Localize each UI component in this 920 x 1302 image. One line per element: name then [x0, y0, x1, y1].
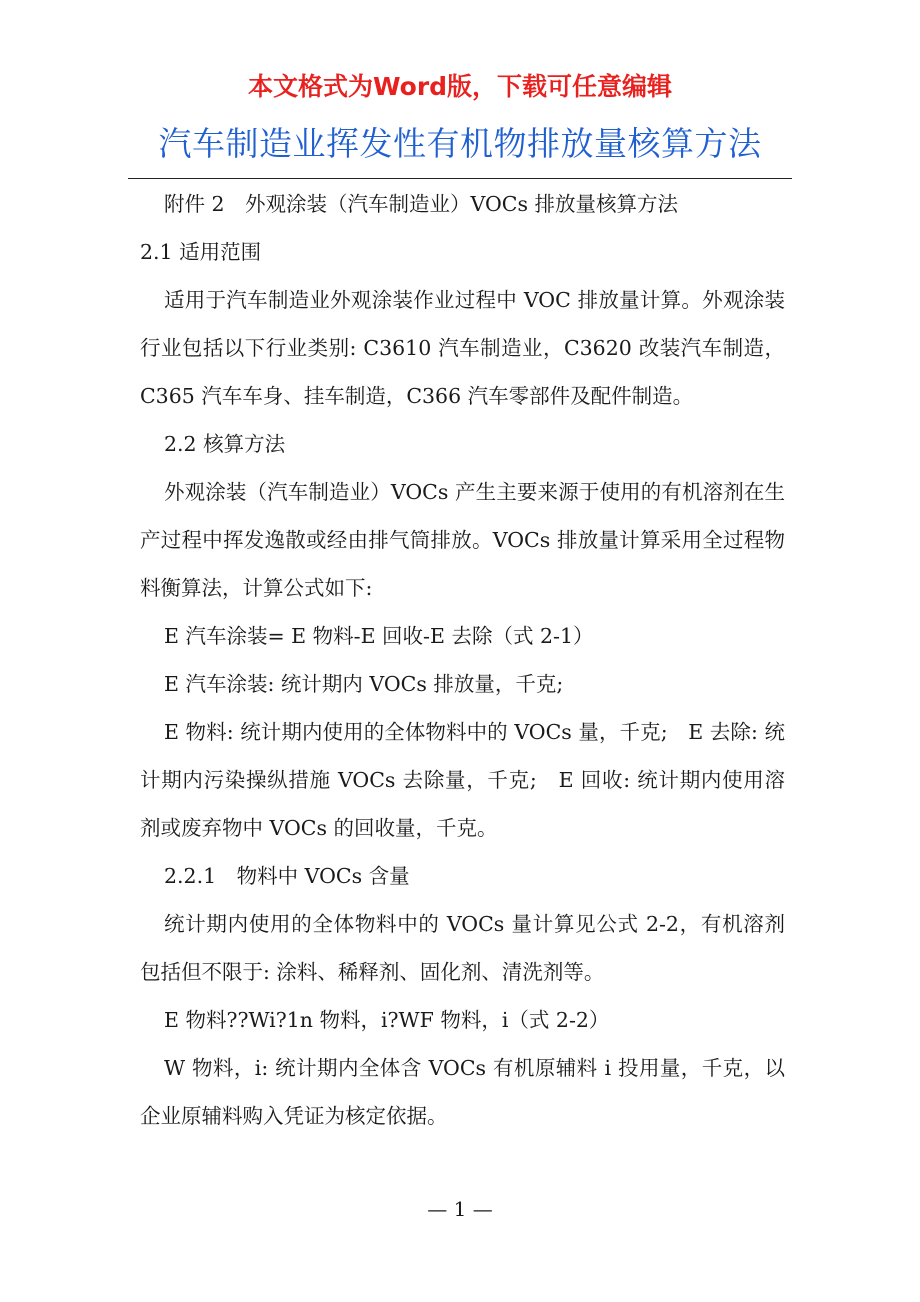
attachment-heading: 附件 2 外观涂装（汽车制造业）VOCs 排放量核算方法: [164, 192, 679, 216]
section-heading-method: 2.2 核算方法: [164, 432, 286, 456]
title-divider: [128, 178, 792, 179]
document-title: 汽车制造业挥发性有机物排放量核算方法: [158, 124, 762, 163]
page-number: — 1 —: [427, 1197, 493, 1221]
subsection-heading-voc-content: 2.2.1 物料中 VOCs 含量: [164, 864, 410, 888]
scope-paragraph: 适用于汽车制造业外观涂装作业过程中 VOC 排放量计算。外观涂装行业包括以下行业类别: C3610 汽车制造业，C3620 改装汽车制造，C365 汽车车身、挂车制造，C366 汽车零部件及配件制造。: [140, 288, 785, 408]
section-heading-scope: 2.1 适用范围: [140, 240, 262, 264]
formula-2-2: E 物料??Wi?1n 物料，i?WF 物料，i（式 2-2）: [164, 1008, 610, 1032]
definition-e-material: E 物料: 统计期内使用的全体物料中的 VOCs 量，千克; E 去除: 统计期内污染操纵措施 VOCs 去除量，千克; E 回收: 统计期内使用溶剂或废弃物中 VOCs 的回收量，千克。: [140, 720, 785, 840]
download-banner: 本文格式为Word版，下载可任意编辑: [247, 72, 673, 101]
definition-e-coating: E 汽车涂装: 统计期内 VOCs 排放量，千克;: [164, 672, 564, 696]
method-paragraph: 外观涂装（汽车制造业）VOCs 产生主要来源于使用的有机溶剂在生产过程中挥发逸散或经由排气筒排放。VOCs 排放量计算采用全过程物料衡算法，计算公式如下:: [140, 480, 785, 600]
voc-content-paragraph: 统计期内使用的全体物料中的 VOCs 量计算见公式 2-2，有机溶剂包括但不限于: 涂料、稀释剂、固化剂、清洗剂等。: [140, 912, 785, 984]
formula-2-1: E 汽车涂装= E 物料-E 回收-E 去除（式 2-1）: [164, 624, 594, 648]
document-body: [140, 180, 785, 1140]
definition-w-material: W 物料，i: 统计期内全体含 VOCs 有机原辅料 i 投用量，千克，以企业原辅料购入凭证为核定依据。: [140, 1056, 785, 1128]
